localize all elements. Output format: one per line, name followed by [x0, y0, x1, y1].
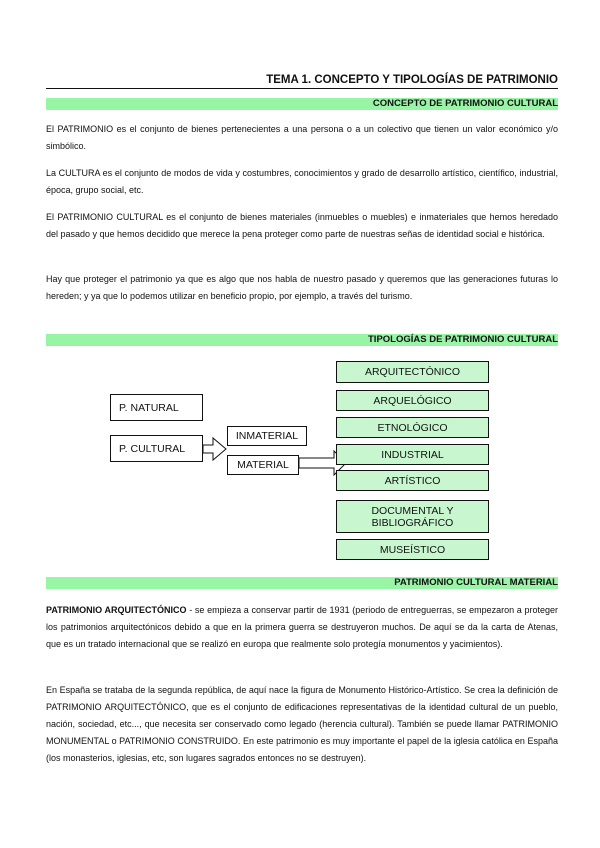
paragraph-arquitectonico-text: - se empieza a conservar partir de 1931 (periodo de entreguerras, se empezaron a proteger los patrimonios arquitectónicos debido a que en la primera guerra se destruyeron muchos. De aquí se da la carta de Atenas, que es un tratado internacional que se realizó en europa que realmente solo protegía monumentos y yacimientos).	[46, 605, 558, 649]
section-header-material: PATRIMONIO CULTURAL MATERIAL	[46, 577, 558, 589]
box-museistico: MUSEÍSTICO	[336, 539, 489, 560]
box-material: MATERIAL	[227, 455, 299, 475]
box-artistico: ARTÍSTICO	[336, 470, 489, 491]
section-header-tipologias: TIPOLOGÍAS DE PATRIMONIO CULTURAL	[46, 334, 558, 346]
box-documental: DOCUMENTAL Y BIBLIOGRÁFICO	[336, 500, 489, 533]
paragraph-proteger: Hay que proteger el patrimonio ya que es algo que nos habla de nuestro pasado y queremos que las generaciones futuras lo hereden; y ya que lo podemos utilizar en beneficio propio, por ejemplo, a través del turismo.	[46, 274, 558, 301]
paragraph-cultura: La CULTURA es el conjunto de modos de vida y costumbres, conocimientos y grado de desarrollo artístico, científico, industrial, época, grupo social, etc.	[46, 168, 558, 195]
document-title: TEMA 1. CONCEPTO Y TIPOLOGÍAS DE PATRIMONIO	[46, 72, 558, 89]
arrow-cultural	[203, 438, 226, 460]
section-header-concepto: CONCEPTO DE PATRIMONIO CULTURAL	[46, 98, 558, 110]
box-etnologico: ETNOLÓGICO	[336, 417, 489, 438]
paragraph-arquitectonico	[46, 602, 558, 653]
box-inmaterial: INMATERIAL	[227, 426, 307, 446]
paragraph-arquitectonico-lead: PATRIMONIO ARQUITECTÓNICO	[46, 605, 187, 615]
paragraph-patrimonio-cultural: El PATRIMONIO CULTURAL es el conjunto de bienes materiales (inmuebles o muebles) e inmateriales que hemos heredado del pasado y que hemos decidido que merece la pena proteger como parte de nuestras señas de identidad social e histórica.	[46, 212, 558, 239]
box-p-natural: P. NATURAL	[110, 394, 203, 421]
box-industrial: INDUSTRIAL	[336, 444, 489, 465]
box-arquitectonico: ARQUITECTÓNICO	[336, 361, 489, 383]
box-p-cultural: P. CULTURAL	[110, 435, 203, 462]
paragraph-patrimonio: El PATRIMONIO es el conjunto de bienes pertenecientes a una persona o a un colectivo que tienen un valor económico y/o simbólico.	[46, 124, 558, 151]
box-arqueologico: ARQUELÓGICO	[336, 390, 489, 411]
paragraph-espana: En España se trataba de la segunda república, de aquí nace la figura de Monumento Histórico-Artístico. Se crea la definición de PATRIMONIO ARQUITECTÓNICO, que es el conjunto de edificaciones representativas de la identidad cultural de un pueblo, nación, sociedad, etc..., que necesita ser conservado como legado (herencia cultural). También se puede llamar PATRIMONIO MONUMENTAL o PATRIMONIO CONSTRUIDO. En este patrimonio es muy importante el papel de la iglesia católica en España (los monasterios, iglesias, etc, son lugares sagrados entonces no se destruyen).	[46, 685, 558, 763]
